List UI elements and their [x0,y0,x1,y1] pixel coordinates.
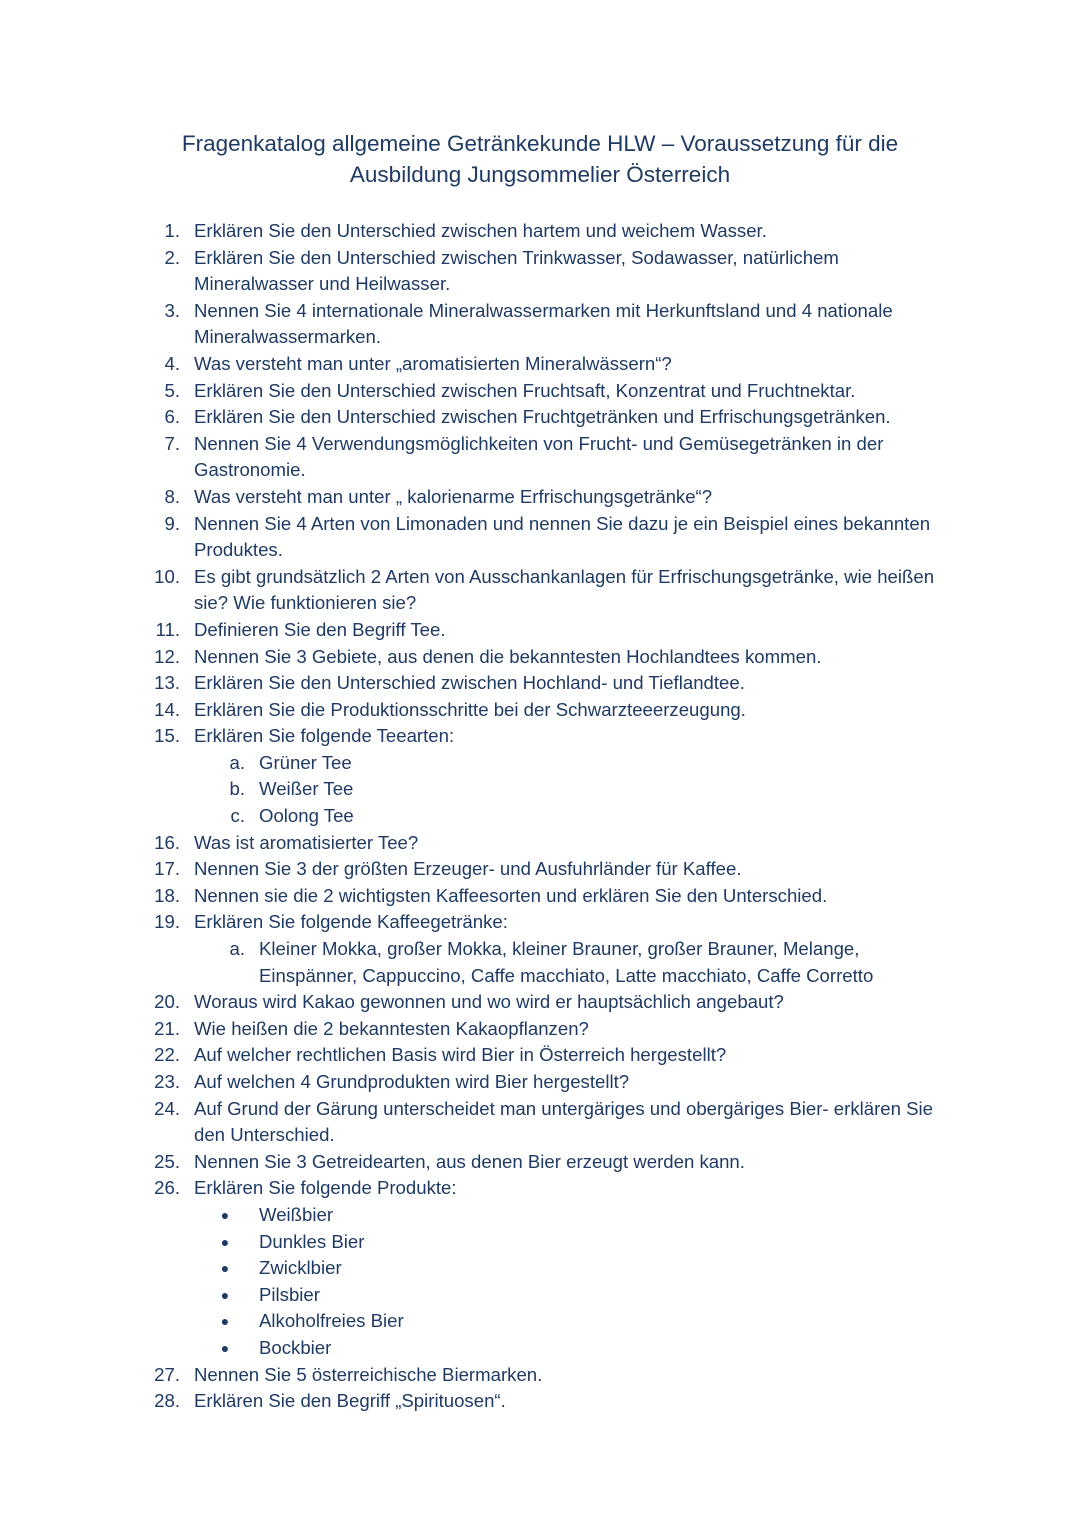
question-item [0,564,1080,617]
question-item [0,909,1080,936]
sub-item-letter: a. [229,938,245,960]
question-number: 14. [154,698,180,720]
question-item [0,1042,1080,1069]
question-text: Nennen Sie 5 österreichische Biermarken. [194,1363,543,1385]
question-number: 6. [164,406,180,428]
question-item [0,1149,1080,1176]
question-number: 17. [154,858,180,880]
question-number: 15. [154,725,180,747]
bullet-item [0,1335,1080,1362]
question-item [0,723,1080,750]
question-text: Was ist aromatisierter Tee? [194,831,419,853]
bullet-dot-icon: ● [220,1339,230,1356]
question-item [0,1069,1080,1096]
question-text: Auf Grund der Gärung unterscheidet man untergäriges und obergäriges Bier- erklären Sie den Unterschied. [194,1097,934,1146]
question-number: 3. [164,299,180,321]
bullet-dot-icon: ● [220,1313,230,1330]
question-item [0,989,1080,1016]
question-number: 20. [154,991,180,1013]
bullet-item-text: Bockbier [259,1336,332,1358]
bullet-item [0,1282,1080,1309]
question-number: 19. [154,911,180,933]
sub-item-text: Kleiner Mokka, großer Mokka, kleiner Brauner, großer Brauner, Melange, Einspänner, Cappuccino, Caffe macchiato, Latte macchiato, Caffe Corretto [259,938,874,986]
question-item [0,644,1080,671]
question-text: Es gibt grundsätzlich 2 Arten von Ausschankanlagen für Erfrischungsgetränke, wie heißen sie? Wie funktionieren sie? [194,565,935,614]
question-number: 28. [154,1390,180,1412]
question-number: 13. [154,672,180,694]
question-number: 7. [164,432,180,454]
question-list [0,218,1080,1415]
sub-item-text: Grüner Tee [259,751,352,773]
question-text: Erklären Sie den Unterschied zwischen Trinkwasser, Sodawasser, natürlichem Mineralwasser und Heilwasser. [194,246,839,295]
bullet-item-text: Alkoholfreies Bier [259,1310,404,1332]
bullet-dot-icon: ● [220,1286,230,1303]
question-text: Auf welchen 4 Grundprodukten wird Bier hergestellt? [194,1071,630,1092]
question-number: 4. [164,352,180,374]
question-number: 1. [164,220,180,241]
sub-item-text: Oolong Tee [259,805,354,827]
question-item [0,1362,1080,1389]
question-item [0,1096,1080,1149]
title-line-1: Fragenkatalog allgemeine Getränkekunde HLW – Voraussetzung für die [181,131,899,156]
question-item [0,511,1080,564]
question-number: 21. [154,1017,180,1039]
question-item [0,883,1080,910]
question-item [0,830,1080,857]
bullet-item-text: Dunkles Bier [259,1230,365,1252]
question-number: 5. [164,379,180,401]
question-text: Was versteht man unter „ kalorienarme Erfrischungsgetränke“? [194,485,713,507]
sub-item [0,803,1080,830]
question-text: Nennen sie die 2 wichtigsten Kaffeesorten und erklären Sie den Unterschied. [194,884,828,906]
question-number: 9. [164,512,180,534]
question-text: Nennen Sie 4 Arten von Limonaden und nennen Sie dazu je ein Beispiel eines bekannten Produktes. [194,512,931,561]
question-text: Nennen Sie 3 Gebiete, aus denen die bekanntesten Hochlandtees kommen. [194,645,822,667]
question-text: Definieren Sie den Begriff Tee. [194,618,446,640]
question-text: Wie heißen die 2 bekanntesten Kakaopflanzen? [194,1017,589,1039]
question-text: Erklären Sie den Unterschied zwischen Fruchtgetränken und Erfrischungsgetränken. [194,406,891,428]
question-number: 18. [154,884,180,906]
bullet-dot-icon: ● [220,1206,230,1223]
bullet-item [0,1229,1080,1256]
question-item [0,484,1080,511]
question-item [0,351,1080,378]
bullet-item-text: Pilsbier [259,1283,320,1305]
bullet-item-text: Weißbier [259,1203,334,1225]
question-item [0,1016,1080,1043]
question-text: Was versteht man unter „aromatisierten Mineralwässern“? [194,352,672,374]
question-text: Nennen Sie 4 internationale Mineralwassermarken mit Herkunftsland und 4 nationale Mineralwassermarken. [194,299,893,348]
question-text: Nennen Sie 3 Getreidearten, aus denen Bier erzeugt werden kann. [194,1150,745,1172]
sub-item [0,750,1080,777]
sub-item-text: Weißer Tee [259,778,354,800]
question-number: 22. [154,1044,180,1066]
question-item [0,298,1080,351]
question-number: 16. [154,831,180,853]
bullet-item [0,1255,1080,1282]
question-text: Erklären Sie den Unterschied zwischen hartem und weichem Wasser. [194,220,767,241]
bullet-dot-icon: ● [220,1233,230,1250]
question-text: Erklären Sie die Produktionsschritte bei der Schwarzteeerzeugung. [194,698,746,720]
question-item [0,670,1080,697]
sub-item [0,776,1080,803]
question-number: 2. [164,246,180,268]
question-item [0,245,1080,298]
question-item [0,697,1080,724]
question-text: Erklären Sie den Unterschied zwischen Hochland- und Tieflandtee. [194,672,745,694]
question-number: 27. [154,1363,180,1385]
sub-item-letter: b. [229,778,245,800]
question-text: Nennen Sie 4 Verwendungsmöglichkeiten von Frucht- und Gemüsegetränken in der Gastronomie. [194,432,884,481]
sub-item-letter: c. [230,805,245,827]
question-text: Erklären Sie folgende Kaffeegetränke: [194,911,508,933]
bullet-item [0,1308,1080,1335]
question-number: 12. [154,645,180,667]
question-text: Woraus wird Kakao gewonnen und wo wird er hauptsächlich angebaut? [194,991,784,1013]
question-item [0,378,1080,405]
question-item [0,431,1080,484]
sub-item [0,936,1080,989]
question-text: Erklären Sie den Begriff „Spirituosen“. [194,1390,506,1412]
title-line-2: Ausbildung Jungsommelier Österreich [349,162,731,187]
question-item [0,404,1080,431]
question-number: 23. [154,1071,180,1092]
question-item [0,218,1080,245]
question-text: Erklären Sie folgende Teearten: [194,725,455,747]
question-number: 11. [155,618,180,640]
question-text: Erklären Sie den Unterschied zwischen Fruchtsaft, Konzentrat und Fruchtnektar. [194,379,856,401]
question-number: 26. [154,1177,180,1199]
question-number: 10. [154,565,180,587]
question-number: 8. [164,485,180,507]
question-item [0,1388,1080,1415]
page-title [0,128,1080,190]
question-number: 24. [154,1097,180,1119]
question-number: 25. [154,1150,180,1172]
question-item [0,1175,1080,1202]
sub-item-letter: a. [229,751,245,773]
question-item [0,617,1080,644]
question-text: Nennen Sie 3 der größten Erzeuger- und Ausfuhrländer für Kaffee. [194,858,742,880]
question-text: Auf welcher rechtlichen Basis wird Bier in Österreich hergestellt? [194,1044,727,1066]
bullet-dot-icon: ● [220,1260,230,1277]
bullet-item-text: Zwicklbier [259,1257,342,1279]
question-item [0,856,1080,883]
question-text: Erklären Sie folgende Produkte: [194,1177,457,1199]
bullet-item [0,1202,1080,1229]
